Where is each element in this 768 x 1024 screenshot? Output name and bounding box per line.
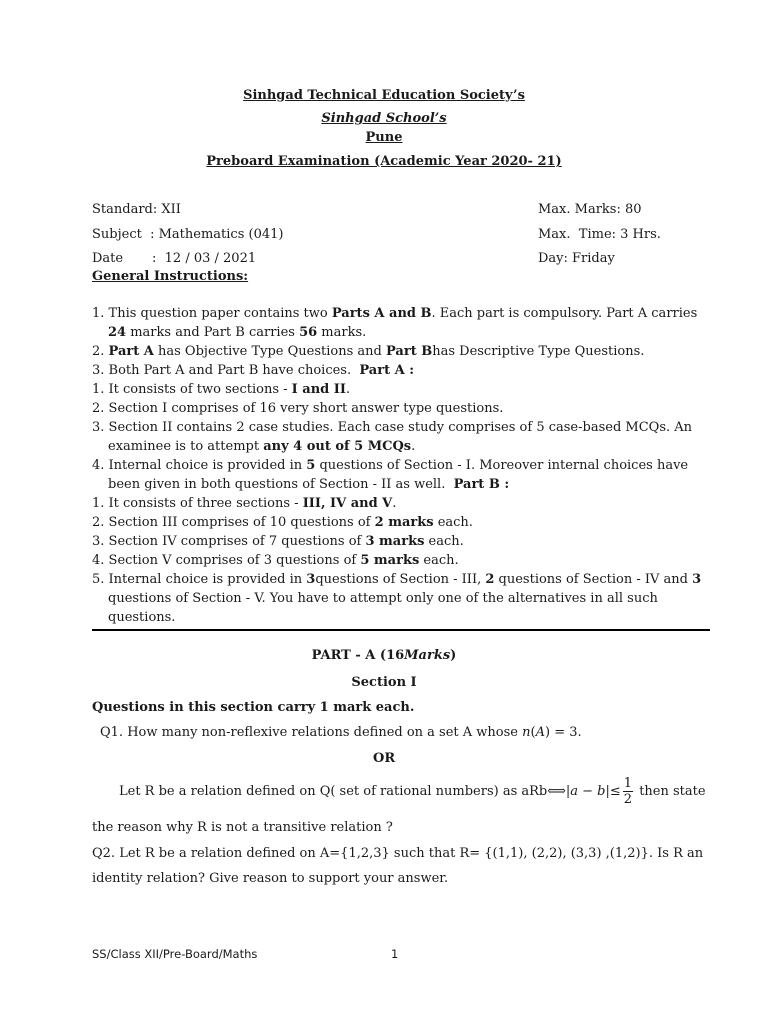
section-title: Section I (351, 675, 417, 690)
part-b-item-3: 3. Section IV comprises of 7 questions of 3 marks each. (92, 534, 464, 549)
instruction-1: 1. This question paper contains two Parts A and B. Each part is compulsory. Part A carries (92, 306, 698, 321)
instruction-2: 2. Part A has Objective Type Questions and Part Bhas Descriptive Type Questions. (92, 344, 645, 359)
question-2: Q2. Let R be a relation defined on A={1,2,3} such that R= {(1,1), (2,2), (3,3) ,(1,2)}. Is R an (92, 846, 704, 861)
part-b-item-1: 1. It consists of three sections - III, IV and V. (92, 496, 397, 511)
part-b-item-4: 4. Section V comprises of 3 questions of 5 marks each. (92, 553, 459, 568)
exam-day: Day: Friday (538, 251, 615, 266)
instruction-3: 3. Both Part A and Part B have choices. Part A : (92, 363, 415, 378)
part-a-item-4-cont: been given in both questions of Section - II as well. Part B : (108, 477, 510, 492)
part-a-title: PART - A (16Marks) (311, 648, 457, 663)
exam-title: Preboard Examination (Academic Year 2020- 21) (206, 154, 562, 169)
part-a-item-4: 4. Internal choice is provided in 5 questions of Section - I. Moreover internal choices have (92, 458, 689, 473)
part-b-item-5-end: questions. (108, 610, 176, 625)
max-time: Max. Time: 3 Hrs. (538, 227, 661, 242)
half-fraction: $\frac{1}{2}$ (623, 776, 633, 807)
page-number: 1 (391, 947, 399, 961)
part-b-item-5-cont: questions of Section - V. You have to attempt only one of the alternatives in all such (108, 591, 658, 606)
part-a-item-2: 2. Section I comprises of 16 very short answer type questions. (92, 401, 504, 416)
question-2-cont: identity relation? Give reason to support your answer. (92, 871, 449, 886)
section-divider (92, 629, 710, 631)
part-b-item-5: 5. Internal choice is provided in 3questions of Section - III, 2 questions of Section - IV and 3 (92, 572, 702, 587)
part-a-item-3-cont: examinee is to attempt any 4 out of 5 MCQs. (108, 439, 416, 454)
standard: Standard: XII (92, 202, 181, 217)
section-note: Questions in this section carry 1 mark each. (92, 700, 415, 715)
part-a-item-3: 3. Section II contains 2 case studies. Each case study comprises of 5 case-based MCQs. An (92, 420, 693, 435)
instruction-1-cont: 24 marks and Part B carries 56 marks. (108, 325, 367, 340)
part-a-item-1: 1. It consists of two sections - I and II. (92, 382, 351, 397)
instructions-heading: General Instructions: (92, 269, 249, 284)
subject: Subject : Mathematics (041) (92, 227, 284, 242)
city-title: Pune (365, 130, 403, 145)
society-title: Sinhgad Technical Education Society’s (243, 88, 525, 103)
exam-date: Date : 12 / 03 / 2021 (92, 251, 257, 266)
footer-label: SS/Class XII/Pre-Board/Maths (92, 947, 258, 961)
or-separator: OR (373, 751, 396, 766)
max-marks: Max. Marks: 80 (538, 202, 642, 217)
part-b-item-2: 2. Section III comprises of 10 questions of 2 marks each. (92, 515, 473, 530)
question-1-alternative: Let R be a relation defined on Q( set of rational numbers) as aRb⟺|a − b|≤ $\frac{1}{2}$ then state (119, 776, 706, 807)
school-title: Sinhgad School’s (321, 111, 447, 126)
question-1-alternative-cont: the reason why R is not a transitive relation ? (92, 820, 393, 835)
question-1: Q1. How many non-reflexive relations defined on a set A whose n(A) = 3. (100, 725, 582, 740)
